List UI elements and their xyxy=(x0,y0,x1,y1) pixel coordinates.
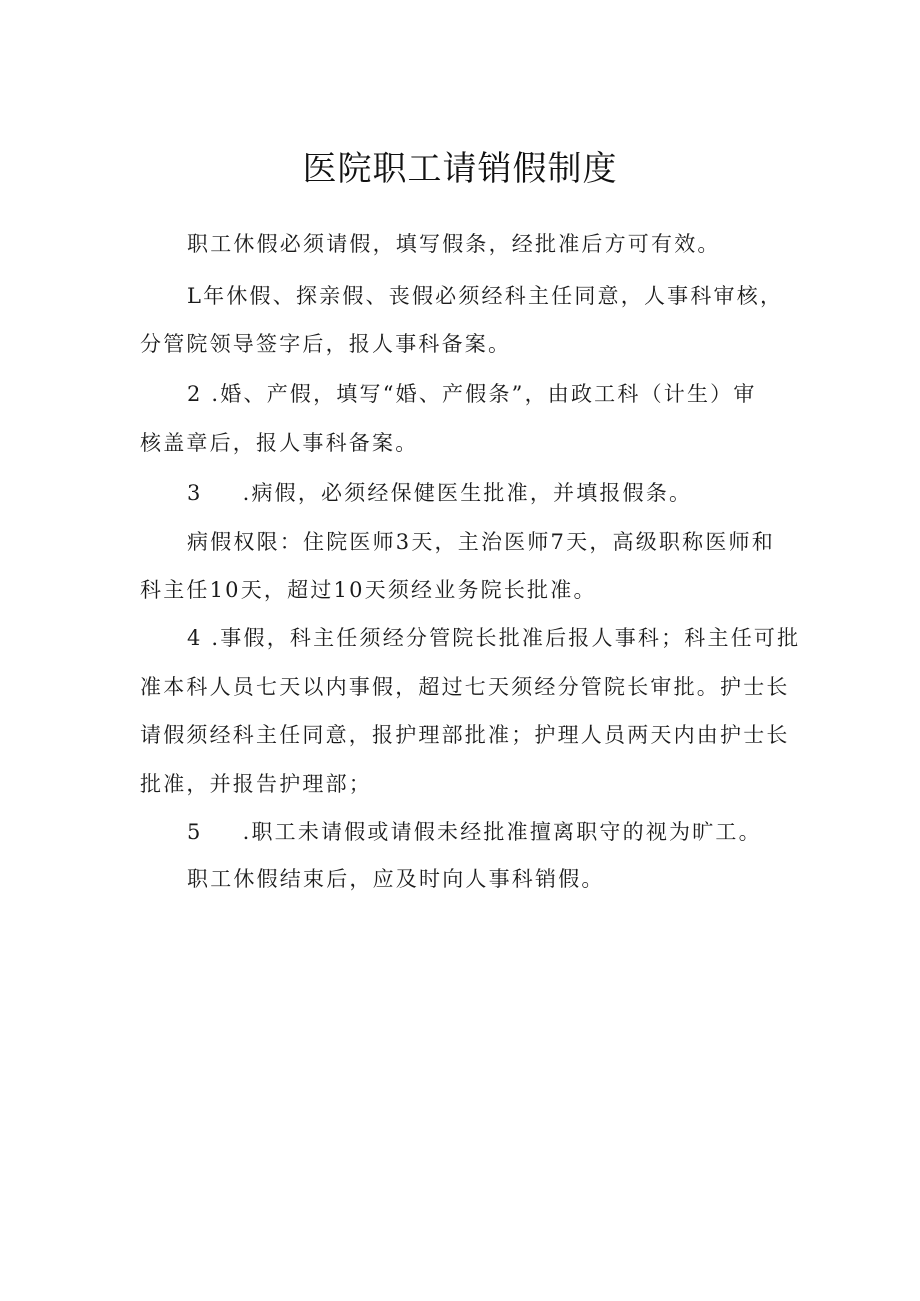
paragraph-line: 批准，并报告护理部； xyxy=(140,772,372,796)
paragraph-line xyxy=(187,478,800,508)
paragraph-line: 准本科人员七天以内事假，超过七天须经分管院长审批。护士长 xyxy=(140,675,790,699)
list-text: .职工未请假或请假未经批准擅离职守的视为旷工。 xyxy=(242,820,762,844)
paragraph-line: 职工休假必须请假，填写假条，经批准后方可有效。 xyxy=(187,232,721,256)
list-text: .病假，必须经保健医生批准，并填报假条。 xyxy=(242,481,693,505)
paragraph-line: 职工休假结束后，应及时向人事科销假。 xyxy=(187,867,605,891)
paragraph-line: 请假须经科主任同意，报护理部批准；护理人员两天内由护士长 xyxy=(140,723,790,747)
paragraph-line xyxy=(187,817,800,847)
paragraph-line: 2 .婚、产假，填写“婚、产假条”，由政工科（计生）审 xyxy=(187,382,757,406)
paragraph-line: 分管院领导签字后，报人事科备案。 xyxy=(140,332,512,356)
page-title: 医院职工请销假制度 xyxy=(302,149,618,189)
list-number: 5 xyxy=(187,820,203,844)
paragraph-line: 核盖章后，报人事科备案。 xyxy=(140,431,419,455)
list-number: 3 xyxy=(187,481,203,505)
paragraph-line: 4 .事假，科主任须经分管院长批准后报人事科；科主任可批 xyxy=(187,626,801,650)
paragraph-line: 病假权限：住院医师3天，主治医师7天，高级职称医师和 xyxy=(187,530,775,554)
paragraph-line: 科主任10天，超过10天须经业务院长批准。 xyxy=(140,578,597,602)
paragraph-line: L年休假、探亲假、丧假必须经科主任同意，人事科审核， xyxy=(187,284,784,308)
